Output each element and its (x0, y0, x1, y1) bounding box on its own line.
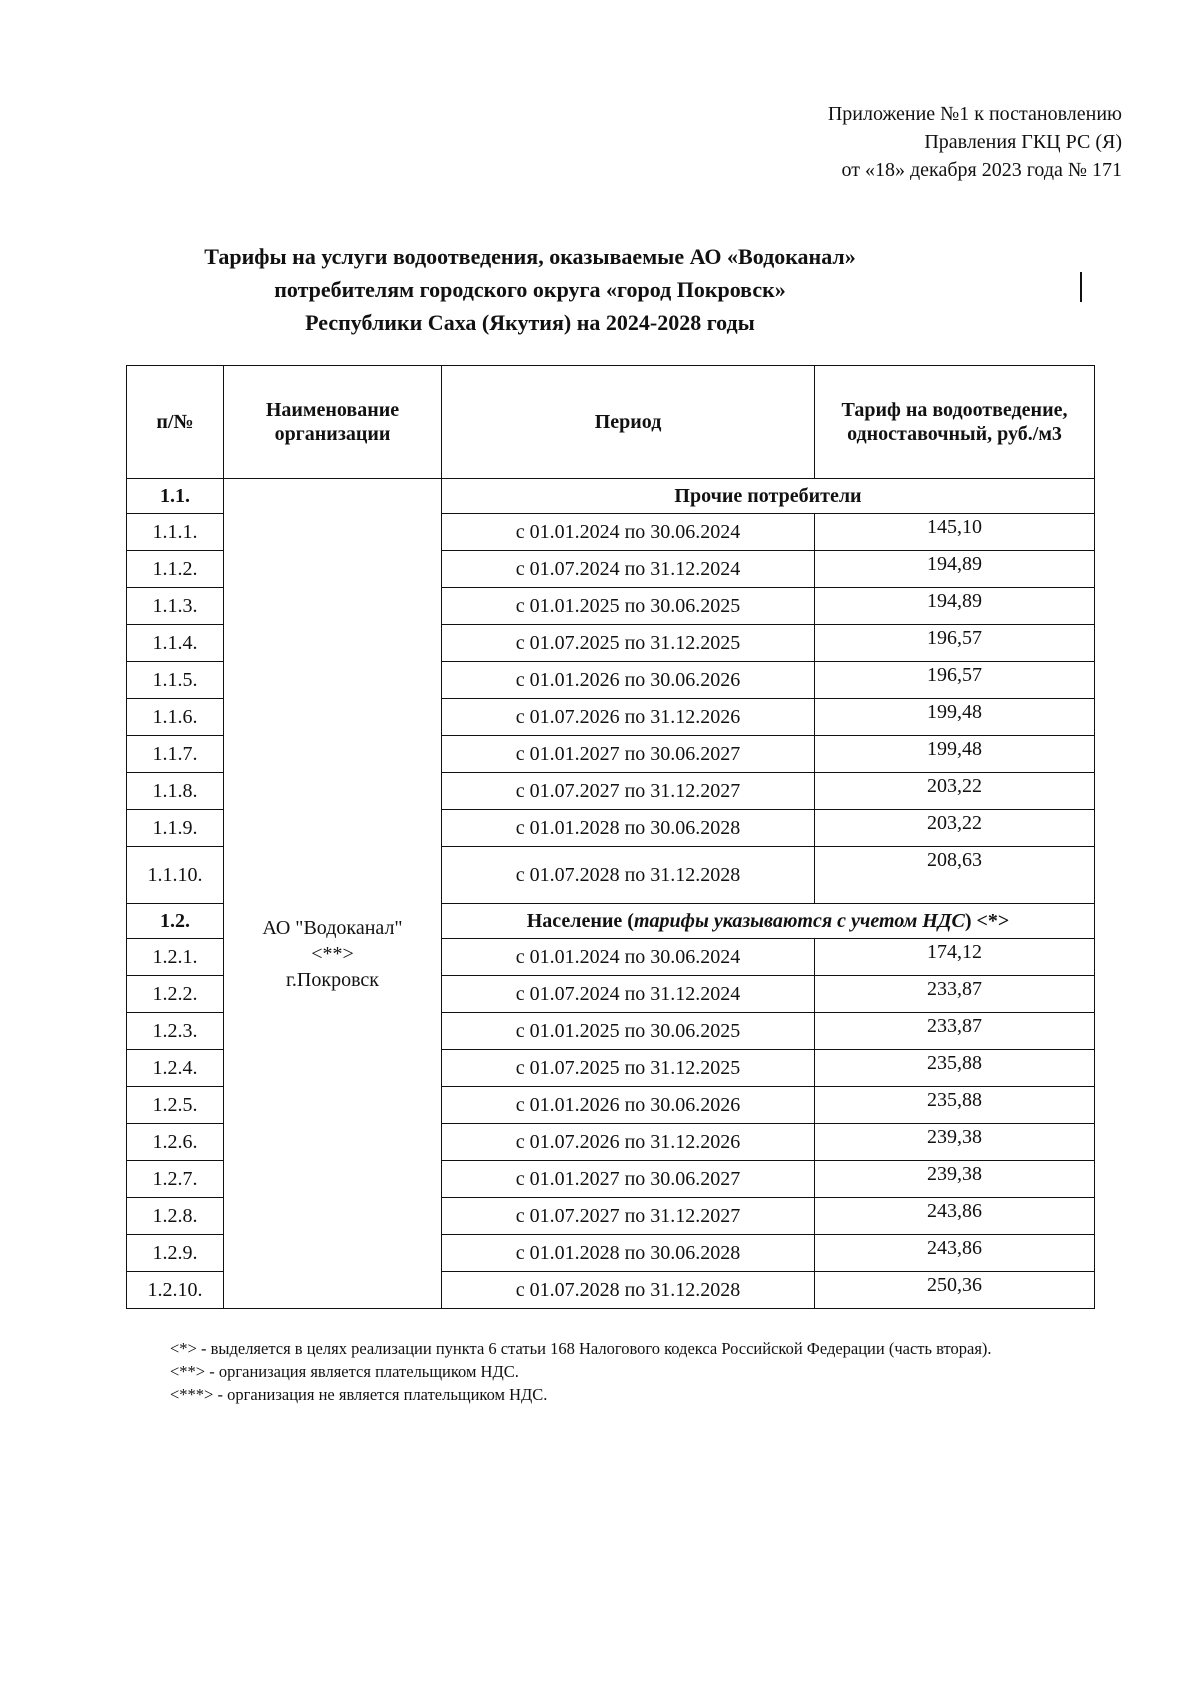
table-header-row (127, 366, 1095, 479)
row-tariff: 196,57 (815, 625, 1095, 662)
row-num: 1.2.1. (127, 939, 224, 976)
row-period: с 01.07.2026 по 31.12.2026 (442, 699, 815, 736)
row-tariff: 235,88 (815, 1087, 1095, 1124)
row-num: 1.2.9. (127, 1235, 224, 1272)
row-num: 1.1.7. (127, 736, 224, 773)
margin-mark (1080, 272, 1082, 302)
group-2-title-prefix: Население ( (526, 910, 634, 932)
row-period: с 01.01.2026 по 30.06.2026 (442, 662, 815, 699)
group-row-1 (127, 479, 1095, 514)
row-num: 1.2.5. (127, 1087, 224, 1124)
organization-cell (224, 479, 442, 1309)
appendix-line-1: Приложение №1 к постановлению (827, 103, 1122, 125)
row-tariff: 199,48 (815, 736, 1095, 773)
tariff-table (126, 365, 1095, 1309)
org-mark: <**> (311, 942, 354, 965)
row-num: 1.2.7. (127, 1161, 224, 1198)
row-num: 1.2.10. (127, 1272, 224, 1309)
row-period: с 01.01.2025 по 30.06.2025 (442, 1013, 815, 1050)
row-tariff: 233,87 (815, 1013, 1095, 1050)
row-num: 1.1.10. (127, 847, 224, 904)
title-line-1: Тарифы на услуги водоотведения, оказываемые АО «Водоканал» (204, 244, 856, 269)
row-tariff: 235,88 (815, 1050, 1095, 1087)
row-num: 1.1.4. (127, 625, 224, 662)
document-title (140, 240, 920, 339)
row-tariff: 203,22 (815, 773, 1095, 810)
header-num: п/№ (127, 366, 224, 479)
footnotes (126, 1337, 1116, 1406)
row-num: 1.2.3. (127, 1013, 224, 1050)
row-num: 1.2.2. (127, 976, 224, 1013)
org-name: АО "Водоканал" (262, 916, 403, 939)
group-2-title-suffix: ) <*> (964, 910, 1010, 932)
row-tariff: 203,22 (815, 810, 1095, 847)
row-period: с 01.07.2024 по 31.12.2024 (442, 551, 815, 588)
group-2-title (442, 904, 1095, 939)
row-period: с 01.07.2027 по 31.12.2027 (442, 1198, 815, 1235)
row-tariff: 145,10 (815, 514, 1095, 551)
row-num: 1.1.8. (127, 773, 224, 810)
row-period: с 01.01.2027 по 30.06.2027 (442, 736, 815, 773)
row-period: с 01.07.2024 по 31.12.2024 (442, 976, 815, 1013)
row-tariff: 239,38 (815, 1161, 1095, 1198)
row-period: с 01.01.2027 по 30.06.2027 (442, 1161, 815, 1198)
row-period: с 01.07.2025 по 31.12.2025 (442, 1050, 815, 1087)
row-num: 1.1.2. (127, 551, 224, 588)
row-tariff: 243,86 (815, 1235, 1095, 1272)
row-num: 1.1.6. (127, 699, 224, 736)
appendix-line-3: от «18» декабря 2023 года № 171 (841, 159, 1122, 181)
header-period: Период (442, 366, 815, 479)
header-org: Наименование организации (224, 366, 442, 479)
row-tariff: 199,48 (815, 699, 1095, 736)
appendix-header (828, 100, 1122, 184)
row-period: с 01.07.2025 по 31.12.2025 (442, 625, 815, 662)
footnote-2: <**> - организация является плательщиком НДС. (170, 1362, 519, 1381)
footnote-1: <*> - выделяется в целях реализации пункта 6 статьи 168 Налогового кодекса Российской Федерации (часть вторая). (170, 1339, 992, 1358)
title-line-3: Республики Саха (Якутия) на 2024-2028 годы (305, 310, 755, 335)
group-2-num: 1.2. (127, 904, 224, 939)
row-period: с 01.07.2028 по 31.12.2028 (442, 847, 815, 904)
row-tariff: 194,89 (815, 588, 1095, 625)
row-period: с 01.01.2028 по 30.06.2028 (442, 810, 815, 847)
row-num: 1.1.3. (127, 588, 224, 625)
footnote-3: <***> - организация не является плательщиком НДС. (170, 1385, 548, 1404)
row-num: 1.1.5. (127, 662, 224, 699)
row-period: с 01.07.2027 по 31.12.2027 (442, 773, 815, 810)
row-tariff: 194,89 (815, 551, 1095, 588)
row-tariff: 243,86 (815, 1198, 1095, 1235)
row-num: 1.2.4. (127, 1050, 224, 1087)
row-period: с 01.01.2025 по 30.06.2025 (442, 588, 815, 625)
row-period: с 01.01.2026 по 30.06.2026 (442, 1087, 815, 1124)
row-period: с 01.07.2028 по 31.12.2028 (442, 1272, 815, 1309)
header-tariff: Тариф на водоотведение, одноставочный, руб./м3 (815, 366, 1095, 479)
group-1-title: Прочие потребители (442, 479, 1095, 514)
appendix-line-2: Правления ГКЦ РС (Я) (924, 131, 1122, 153)
row-tariff: 174,12 (815, 939, 1095, 976)
row-period: с 01.01.2024 по 30.06.2024 (442, 939, 815, 976)
row-tariff: 208,63 (815, 847, 1095, 904)
row-num: 1.1.9. (127, 810, 224, 847)
row-period: с 01.07.2026 по 31.12.2026 (442, 1124, 815, 1161)
row-period: с 01.01.2028 по 30.06.2028 (442, 1235, 815, 1272)
row-num: 1.1.1. (127, 514, 224, 551)
org-city: г.Покровск (285, 968, 380, 991)
title-line-2: потребителям городского округа «город Покровск» (274, 277, 786, 302)
group-2-title-italic: тарифы указываются с учетом НДС (633, 910, 965, 932)
row-num: 1.2.8. (127, 1198, 224, 1235)
row-tariff: 250,36 (815, 1272, 1095, 1309)
row-tariff: 196,57 (815, 662, 1095, 699)
row-num: 1.2.6. (127, 1124, 224, 1161)
row-tariff: 233,87 (815, 976, 1095, 1013)
group-1-num: 1.1. (127, 479, 224, 514)
row-tariff: 239,38 (815, 1124, 1095, 1161)
row-period: с 01.01.2024 по 30.06.2024 (442, 514, 815, 551)
